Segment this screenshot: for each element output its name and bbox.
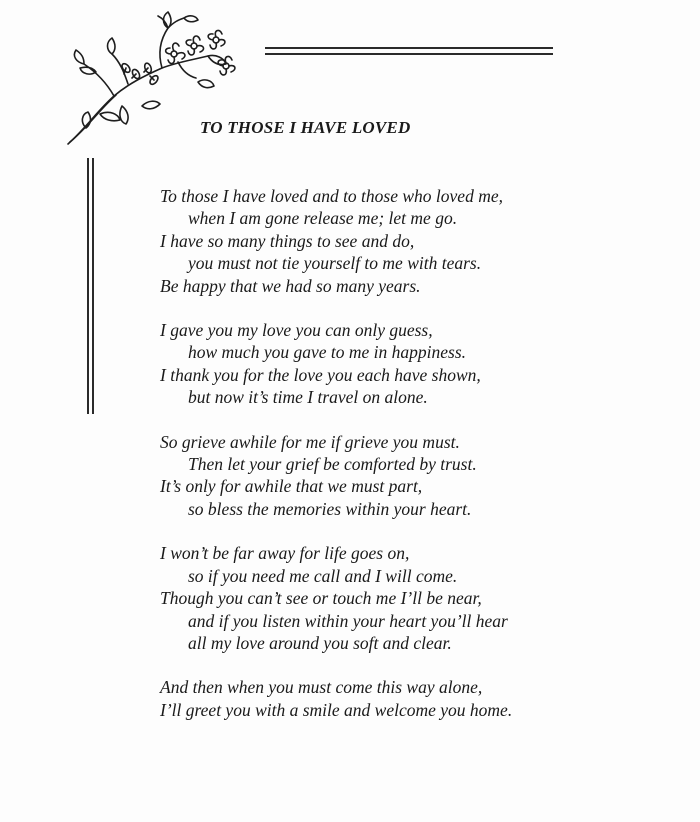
poem-line: and if you listen within your heart you’ll hear — [188, 610, 508, 631]
poem-line: I won’t be far away for life goes on, — [160, 543, 410, 564]
poem-line: I gave you my love you can only guess, — [160, 320, 433, 341]
poem-line: I’ll greet you with a smile and welcome you home. — [160, 699, 513, 720]
poem-line: you must not tie yourself to me with tears. — [188, 253, 482, 274]
top-double-rule — [265, 47, 553, 59]
poem-line: how much you gave to me in happiness. — [188, 342, 467, 363]
poem-body — [160, 185, 580, 743]
stanza-3 — [160, 431, 580, 521]
stanza-4 — [160, 542, 580, 654]
poem-line: To those I have loved and to those who loved me, — [160, 186, 503, 206]
poem-line: I have so many things to see and do, — [160, 230, 415, 251]
poem-line: And then when you must come this way alone, — [160, 677, 483, 698]
poem-title: TO THOSE I HAVE LOVED — [200, 118, 411, 137]
stanza-2 — [160, 319, 580, 409]
poem-line: but now it’s time I travel on alone. — [188, 387, 428, 408]
poem-line: so if you need me call and I will come. — [188, 565, 458, 586]
poem-line: Then let your grief be comforted by trust. — [188, 454, 477, 475]
poem-line: when I am gone release me; let me go. — [188, 208, 458, 229]
poem-line: I thank you for the love you each have shown, — [160, 364, 481, 385]
poem-line: It’s only for awhile that we must part, — [160, 476, 423, 497]
poem-line: Be happy that we had so many years. — [160, 275, 421, 296]
poem-line: So grieve awhile for me if grieve you must. — [160, 431, 460, 452]
side-double-rule — [87, 158, 95, 414]
poem-line: all my love around you soft and clear. — [188, 632, 452, 653]
poem-line: Though you can’t see or touch me I’ll be near, — [160, 588, 482, 609]
stanza-5 — [160, 676, 580, 721]
poem-line: so bless the memories within your heart. — [188, 498, 472, 519]
stanza-1 — [160, 185, 580, 297]
